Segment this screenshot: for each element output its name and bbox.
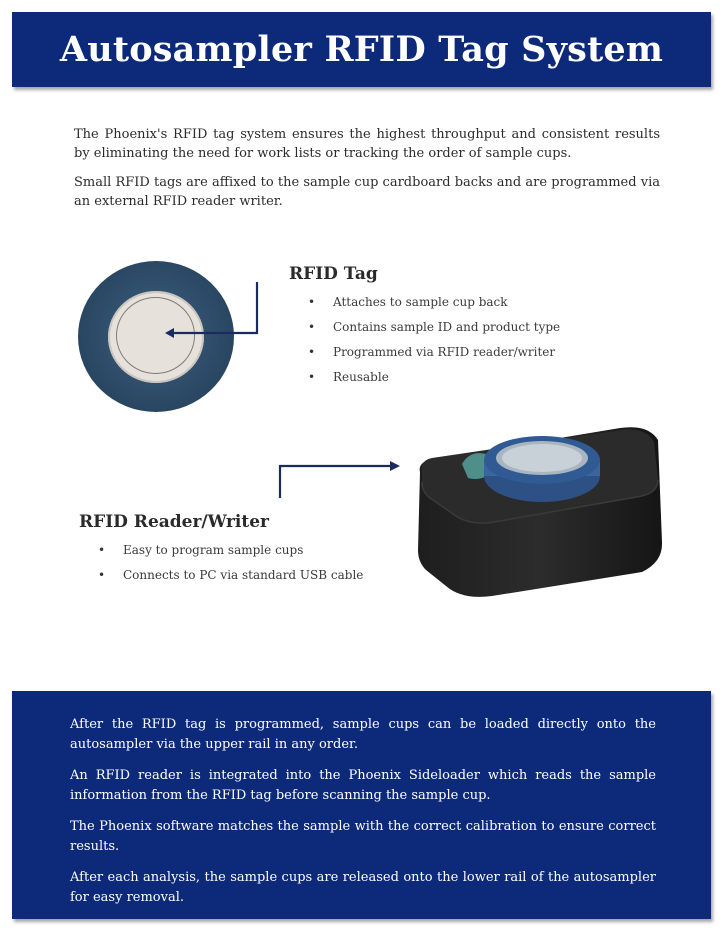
list-item: • Easy to program sample cups xyxy=(98,542,363,567)
bottom-paragraph-2: An RFID reader is integrated into the Phoenix Sideloader which reads the sample information from the RFID tag before scanning the sample cup. xyxy=(70,768,656,803)
bottom-panel xyxy=(12,691,711,919)
tag-callout-arrow xyxy=(160,278,265,344)
list-item: • Reusable xyxy=(308,369,560,394)
reader-callout-arrow xyxy=(274,458,406,500)
rfid-tag-title: RFID Tag xyxy=(289,264,378,284)
list-item: • Connects to PC via standard USB cable xyxy=(98,567,363,592)
rfid-reader-device-icon xyxy=(410,420,675,600)
rfid-tag-bullets xyxy=(308,294,560,394)
rfid-reader-bullets xyxy=(98,542,363,592)
list-item: • Programmed via RFID reader/writer xyxy=(308,344,560,369)
title-banner xyxy=(12,12,711,87)
intro-paragraph-2: Small RFID tags are affixed to the sample cup cardboard backs and are programmed via an external RFID reader writer. xyxy=(74,175,660,209)
intro-section xyxy=(74,125,660,221)
intro-paragraph-1: The Phoenix's RFID tag system ensures the highest throughput and consistent results by eliminating the need for work lists or tracking the order of sample cups. xyxy=(74,127,660,161)
bottom-paragraph-3: The Phoenix software matches the sample with the correct calibration to ensure correct results. xyxy=(70,819,656,854)
bottom-paragraph-4: After each analysis, the sample cups are released onto the lower rail of the autosampler for easy removal. xyxy=(70,870,656,905)
list-item: • Attaches to sample cup back xyxy=(308,294,560,319)
page-title: Autosampler RFID Tag System xyxy=(59,29,664,70)
bottom-paragraph-1: After the RFID tag is programmed, sample cups can be loaded directly onto the autosampler via the upper rail in any order. xyxy=(70,717,656,752)
list-item: • Contains sample ID and product type xyxy=(308,319,560,344)
rfid-reader-title: RFID Reader/Writer xyxy=(79,512,270,532)
